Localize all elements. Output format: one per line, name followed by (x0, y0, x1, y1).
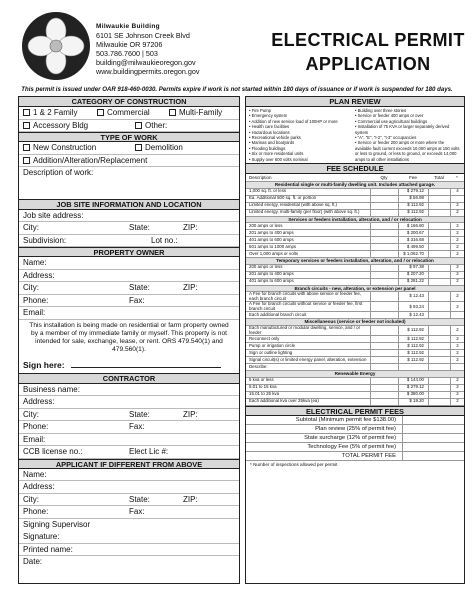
fee-total-input[interactable] (428, 292, 450, 301)
fee-amount: $ 1,062.70 (398, 251, 428, 257)
section-header-property-owner: PROPERTY OWNER (19, 247, 239, 257)
fee-inspections-count: 2 (450, 399, 464, 405)
plan-review-label: Plan review (25% of permit fee) (315, 425, 396, 432)
fee-total-input[interactable] (428, 350, 450, 356)
fee-amount: $ 112.92 (398, 336, 428, 342)
fee-description: Over 1,000 amps or volts (249, 250, 299, 256)
fee-description: Each additional branch circuit (249, 312, 307, 318)
fee-qty-input[interactable] (370, 272, 398, 278)
owner-city-state-zip-row (19, 282, 239, 295)
fee-description: Signal circuit(s) or limited energy panel, alteration, extension (249, 356, 367, 362)
total-permit-fee-label: TOTAL PERMIT FEE (341, 452, 396, 459)
fee-row (246, 357, 464, 364)
fee-section-title: Residential single or multi-family dwelling unit. Includes attached garage. (246, 182, 464, 189)
fee-amount: $ 112.92 (398, 357, 428, 363)
fee-amount: $ 12.43 (398, 312, 428, 318)
fee-total-input[interactable] (428, 364, 450, 370)
fee-total-input[interactable] (428, 230, 450, 236)
fee-inspections-count: 2 (450, 326, 464, 335)
fee-qty-input[interactable] (370, 244, 398, 250)
fee-schedule-table (246, 182, 464, 406)
license-row (19, 446, 239, 459)
checkbox-accessory-bldg[interactable] (19, 120, 123, 132)
fee-total-input[interactable] (428, 385, 450, 391)
fee-inspections-count: 2 (450, 385, 464, 391)
label-1-2-family: 1 & 2 Family (33, 108, 78, 117)
fee-inspections-count: 2 (450, 392, 464, 398)
job-site-address-field[interactable]: Job site address: (19, 210, 239, 223)
fee-inspections-count: 2 (450, 265, 464, 271)
fee-total-input[interactable] (428, 223, 450, 229)
fee-description: 5 kva or less (249, 377, 274, 383)
applicant-phone-fax-row (19, 506, 239, 519)
fee-amount: $ 281.22 (398, 279, 428, 285)
fee-inspections-count: 2 (450, 350, 464, 356)
plan-review-item: • Recreational vehicle parks (249, 135, 355, 140)
expiration-notice: This permit is issued under OAR 918-460-0030. Permits expire if work is not started within 180 days of issuance or if work is suspended for 180 days. (21, 86, 453, 93)
checkbox-new-construction[interactable] (19, 142, 123, 154)
org-website[interactable]: www.buildingpermits.oregon.gov (96, 67, 200, 76)
section-header-category: CATEGORY OF CONSTRUCTION (19, 97, 239, 107)
state-surcharge-value[interactable] (402, 434, 464, 442)
applicant-phone-field[interactable]: Phone: (23, 507, 49, 516)
fee-amount: $ 97.38 (398, 265, 428, 271)
fee-amount: $ 144.00 (398, 378, 428, 384)
fee-amount: $ 380.00 (398, 392, 428, 398)
fee-description: A Fee for branch circuits without service or feeder fee, first branch circuit (249, 301, 363, 311)
fee-qty-input[interactable] (370, 189, 398, 195)
fee-inspections-count: 2 (450, 336, 464, 342)
fee-total-input[interactable] (428, 244, 450, 250)
fee-total-input[interactable] (428, 336, 450, 342)
fee-description: Pump or irrigation circle (249, 342, 296, 348)
state-surcharge-label: State surcharge (12% of permit fee) (304, 434, 396, 441)
fee-qty-input[interactable] (370, 265, 398, 271)
fee-total-input[interactable] (428, 343, 450, 349)
plan-review-item: • Addition of new service load of 100HP or more (249, 119, 355, 124)
fee-inspections-count: 2 (450, 230, 464, 236)
fee-total-input[interactable] (428, 302, 450, 311)
label-multi-family: Multi-Family (179, 108, 223, 117)
plan-review-item: • Building over three stories (355, 108, 461, 113)
fee-amount: $ 279.12 (398, 385, 428, 391)
fee-description: 201 amps to 400 amps (249, 229, 294, 235)
section-header-contractor: CONTRACTOR (19, 374, 239, 384)
org-address-block (96, 22, 199, 76)
plan-review-item: • Marinas and boatyards (249, 140, 355, 145)
section-header-fee-schedule: FEE SCHEDULE (246, 164, 464, 174)
fee-inspections-count: 2 (450, 244, 464, 250)
fee-description: Describe: (249, 363, 268, 369)
owner-phone-field[interactable]: Phone: (23, 295, 49, 305)
job-state-field[interactable]: State: (129, 223, 150, 232)
fee-row (246, 210, 464, 217)
fee-description: A Fee for branch circuits with above service or feeder fee, each branch circuit (249, 291, 362, 301)
fee-total-input[interactable] (428, 326, 450, 335)
plan-review-item: • Commercial use agricultural buildings (355, 119, 461, 124)
checkbox-1-2-family[interactable] (19, 107, 93, 119)
fee-column-headers (246, 174, 464, 182)
section-header-type-of-work: TYPE OF WORK (19, 132, 239, 142)
job-zip-field[interactable]: ZIP: (183, 223, 198, 232)
fee-section-title: Temporary services or feeders installation, alteration, and / or relocation (246, 258, 464, 265)
right-column (245, 96, 465, 584)
fee-inspections-count: 2 (450, 343, 464, 349)
owner-state-field[interactable]: State: (129, 283, 150, 292)
fee-description: 200 amps or less (249, 222, 283, 228)
fee-description: Ea. Additional 500 sq. ft. or portion (249, 195, 317, 201)
fee-row (246, 364, 464, 371)
org-phone: 503.786.7600 | 503 (96, 49, 158, 58)
fee-total-input[interactable] (428, 279, 450, 285)
contractor-fax-field[interactable]: Fax: (129, 422, 145, 431)
printed-name-field[interactable]: Printed name: (19, 544, 239, 557)
fee-inspections-count: 4 (450, 189, 464, 195)
fee-row (246, 302, 464, 312)
checkbox-icon[interactable] (135, 122, 142, 129)
fee-qty-input[interactable] (370, 385, 398, 391)
plan-review-item: • Installation of 75 KVA or larger separately derived system (355, 124, 461, 135)
fee-description: 15.01 to 25 kva (249, 391, 280, 397)
fee-qty-input[interactable] (370, 251, 398, 257)
fee-inspections-count: 2 (450, 223, 464, 229)
plan-review-item: • "A", "E", "I-2", "I-3" occupancies (355, 135, 461, 140)
org-name: Milwaukie Building (96, 23, 160, 30)
col-description: Description (249, 175, 272, 181)
owner-sign-here-field[interactable] (19, 356, 239, 374)
plan-review-item: • Fire Pump (249, 108, 355, 113)
checkbox-icon[interactable] (23, 157, 30, 164)
fee-inspections-count: 2 (450, 272, 464, 278)
fee-total-input[interactable] (428, 272, 450, 278)
plan-review-item: • Service or feeder 400 amps or over (355, 113, 461, 118)
fee-row (246, 237, 464, 244)
checkbox-icon[interactable] (23, 122, 30, 129)
fee-row (246, 279, 464, 286)
owner-city-field[interactable]: City: (23, 283, 39, 292)
checkbox-icon[interactable] (23, 109, 30, 116)
plan-review-list-right (355, 108, 461, 162)
fee-total-input[interactable] (428, 312, 450, 318)
fee-qty-input[interactable] (370, 364, 398, 370)
fee-inspections-count (450, 196, 464, 202)
elect-lic-field[interactable]: Elect Lic #: (129, 447, 169, 456)
owner-phone-fax-row (19, 295, 239, 308)
fee-row (246, 230, 464, 237)
plan-review-list (246, 107, 464, 164)
fee-row (246, 326, 464, 336)
description-blank-area[interactable] (19, 180, 239, 200)
fee-description: 401 amps to 600 amps (249, 278, 294, 284)
fee-inspections-count: 2 (450, 357, 464, 363)
checkbox-commercial[interactable] (93, 107, 165, 119)
contractor-address-field[interactable]: Address: (19, 396, 239, 409)
fee-qty-input[interactable] (370, 210, 398, 216)
applicant-zip-field[interactable]: ZIP: (183, 494, 198, 504)
contractor-state-field[interactable]: State: (129, 409, 150, 419)
total-permit-fee-row (246, 452, 464, 461)
fee-amount: $ 112.92 (398, 203, 428, 209)
fee-description: Each additional kva over 25kva (ea) (249, 398, 319, 404)
fee-section-title: Miscellaneous (service or feeder not included) (246, 319, 464, 326)
fee-row (246, 223, 464, 230)
fee-amount: $ 112.92 (398, 210, 428, 216)
date-field[interactable]: Date: (23, 557, 43, 566)
fee-total-input[interactable] (428, 265, 450, 271)
label-accessory-bldg: Accessory Bldg (33, 120, 89, 130)
applicant-city-state-zip-row (19, 494, 239, 507)
org-email[interactable]: building@milwaukieoregon.gov (96, 58, 196, 67)
address-line-2: Milwaukie OR 97206 (96, 40, 163, 49)
fee-qty-input[interactable] (370, 302, 398, 311)
checkbox-other[interactable] (123, 120, 239, 132)
fee-total-input[interactable] (428, 189, 450, 195)
fee-description: Sign or outline lighting (249, 349, 293, 355)
technology-fee-row (246, 443, 464, 452)
fee-total-input[interactable] (428, 203, 450, 209)
contractor-zip-field[interactable]: ZIP: (183, 409, 198, 419)
applicant-fax-field[interactable]: Fax: (129, 507, 145, 516)
label-demolition: Demolition (145, 143, 183, 152)
fee-total-input[interactable] (428, 399, 450, 405)
fee-amount: $ 279.12 (398, 189, 428, 195)
fee-qty-input[interactable] (370, 378, 398, 384)
plan-review-item: • Supply over 600 volts nominal (249, 157, 355, 162)
fee-amount: $ 499.50 (398, 244, 428, 250)
checkbox-icon[interactable] (135, 144, 142, 151)
inspections-footnote: * Number of inspections allowed per permit (250, 461, 338, 467)
label-other: Other: (145, 120, 168, 130)
fee-inspections-count (450, 364, 464, 370)
fee-inspections-count: 2 (450, 251, 464, 257)
fee-total-input[interactable] (428, 237, 450, 243)
fee-inspections-count: 2 (450, 237, 464, 243)
plan-review-list-left (249, 108, 355, 162)
label-new-construction: New Construction (33, 143, 97, 152)
fee-amount: $ 166.80 (398, 223, 428, 229)
business-name-field[interactable]: Business name: (19, 384, 239, 397)
checkbox-multi-family[interactable] (165, 107, 239, 119)
contractor-city-field[interactable]: City: (23, 409, 39, 419)
fee-inspections-count: 2 (450, 292, 464, 301)
address-line-1: 6101 SE Johnson Creek Blvd (96, 31, 190, 40)
signature-field[interactable]: Signature: (19, 531, 239, 544)
label-commercial: Commercial (107, 108, 150, 117)
title-line-2: APPLICATION (305, 54, 431, 74)
job-city-field[interactable]: City: (23, 223, 39, 232)
plan-review-item: • Flooding buildings (249, 146, 355, 151)
fee-qty-input[interactable] (370, 203, 398, 209)
fee-amount: $ 19.20 (398, 399, 428, 405)
fee-total-input[interactable] (428, 210, 450, 216)
applicant-state-field[interactable]: State: (129, 494, 150, 504)
owner-address-field[interactable]: Address: (19, 270, 239, 283)
fee-qty-input[interactable] (370, 336, 398, 342)
fee-inspections-count: 2 (450, 203, 464, 209)
plan-review-value[interactable] (402, 425, 464, 433)
fee-row (246, 378, 464, 385)
fee-amount: $ 200.67 (398, 230, 428, 236)
dogwood-flower-icon (26, 16, 86, 76)
col-fee: Fee (409, 175, 417, 181)
contractor-email-field[interactable]: Email: (19, 434, 239, 447)
page-header (0, 0, 474, 86)
left-column (18, 96, 240, 584)
fee-inspections-count: 2 (450, 378, 464, 384)
fee-description: 5.01 to 15 kva (249, 384, 277, 390)
fee-amount: $ 112.92 (398, 350, 428, 356)
section-header-applicant: APPLICANT IF DIFFERENT FROM ABOVE (19, 459, 239, 469)
fee-description: 200 amps or less (249, 264, 283, 270)
fee-amount: $ 316.68 (398, 237, 428, 243)
fee-amount (398, 364, 428, 370)
fee-qty-input[interactable] (370, 399, 398, 405)
category-row-1 (19, 107, 239, 120)
fee-row (246, 399, 464, 406)
fee-qty-input[interactable] (370, 292, 398, 301)
applicant-name-field[interactable]: Name: (19, 469, 239, 482)
fee-amount: $ 93.24 (398, 302, 428, 311)
section-header-job-site: JOB SITE INFORMATION AND LOCATION (19, 200, 239, 210)
fee-description: Limited energy, residential (with above sq. ft.) (249, 202, 338, 208)
sign-here-label: Sign here: (23, 359, 65, 370)
title-line-1: ELECTRICAL PERMIT (271, 30, 465, 50)
job-city-state-zip-row (19, 222, 239, 235)
fee-total-input[interactable] (428, 357, 450, 363)
subdivision-field[interactable]: Subdivision: (23, 235, 67, 245)
contractor-city-state-zip-row (19, 409, 239, 422)
fee-description: Each manufactured or modular dwelling, service, and / or feeder (249, 324, 361, 335)
fee-total-input[interactable] (428, 378, 450, 384)
fee-amount: $ 12.43 (398, 292, 428, 301)
lot-number-field[interactable]: Lot no.: (151, 235, 178, 245)
fee-qty-input[interactable] (370, 326, 398, 335)
plan-review-item: • Hazardous locations (249, 130, 355, 135)
fee-description: Limited energy, multi-family (per floor) (with above sq. ft.) (249, 209, 360, 215)
fee-amount: $ 112.92 (398, 326, 428, 335)
plan-review-item: • Six or more residential units (249, 151, 355, 156)
fee-inspections-count: 2 (450, 302, 464, 311)
fee-section-title: Renewable Energy (246, 371, 464, 378)
col-inspections: * (456, 175, 458, 181)
plan-review-item: • Health care facilities (249, 124, 355, 129)
fee-amount: $ 56.98 (398, 196, 428, 202)
fee-qty-input[interactable] (370, 312, 398, 318)
applicant-address-field[interactable]: Address: (19, 481, 239, 494)
label-addition-alteration: Addition/Alteration/Replacement (33, 155, 148, 165)
section-header-permit-fees: ELECTRICAL PERMIT FEES (246, 406, 464, 416)
fee-qty-input[interactable] (370, 357, 398, 363)
fee-description: Reconnect only (249, 335, 280, 341)
description-of-work-field[interactable]: Description of work: (23, 168, 94, 177)
fee-qty-input[interactable] (370, 392, 398, 398)
state-surcharge-row (246, 434, 464, 443)
contractor-phone-field[interactable]: Phone: (23, 422, 49, 431)
checkbox-icon[interactable] (23, 144, 30, 151)
fee-row (246, 312, 464, 319)
owner-name-field[interactable]: Name: (19, 257, 239, 270)
fee-qty-input[interactable] (370, 279, 398, 285)
fee-qty-input[interactable] (370, 237, 398, 243)
owner-statement-text: This installation is being made on residential or farm property owned by a member of my immediate family or myself. This property is not intended for sale, exchange, lease, or rent. ORS 479.540(1) and 479.560(1). (29, 321, 229, 353)
fee-total-input[interactable] (428, 392, 450, 398)
subdivision-lot-row (19, 235, 239, 248)
fee-inspections-count: 2 (450, 279, 464, 285)
subtotal-label: Subtotal (Minimum permit fee $138.00) (295, 416, 396, 423)
applicant-city-field[interactable]: City: (23, 494, 39, 504)
owner-fax-field[interactable]: Fax: (129, 295, 145, 305)
category-row-2 (19, 120, 239, 133)
fee-qty-input[interactable] (370, 343, 398, 349)
fee-inspections-count (450, 312, 464, 318)
page-title (268, 28, 468, 76)
section-header-plan-review: PLAN REVIEW (246, 97, 464, 107)
fee-description: 201 amps to 400 amps (249, 271, 294, 277)
checkbox-icon[interactable] (169, 109, 176, 116)
fee-qty-input[interactable] (370, 196, 398, 202)
checkbox-addition-alteration[interactable] (19, 155, 239, 168)
subtotal-row (246, 416, 464, 425)
fee-section-title: Services or feeders installation, alteration, and / or relocation (246, 217, 464, 224)
fee-row (246, 244, 464, 251)
fee-qty-input[interactable] (370, 230, 398, 236)
fee-total-input[interactable] (428, 196, 450, 202)
signature-line[interactable] (71, 367, 221, 368)
fee-total-input[interactable] (428, 251, 450, 257)
signing-supervisor-label: Signing Supervisor (23, 519, 91, 529)
fee-amount: $ 207.20 (398, 272, 428, 278)
owner-zip-field[interactable]: ZIP: (183, 283, 198, 292)
plan-review-item: • Service or feeder 200 amps or more where the available fault current exceeds 10,000 amps at 150 volts or less to ground, or less to ground, or exceeds 14,000 amps to all other installations (355, 140, 461, 162)
work-row-1 (19, 142, 239, 155)
fee-qty-input[interactable] (370, 350, 398, 356)
col-total: Total (434, 175, 444, 181)
checkbox-demolition[interactable] (123, 142, 239, 154)
technology-fee-value[interactable] (402, 443, 464, 451)
fee-description: 401 amps to 600 amps (249, 236, 294, 242)
ccb-license-field[interactable]: CCB license no.: (23, 447, 83, 456)
owner-email-field[interactable]: Email: (19, 307, 239, 320)
fee-row (246, 251, 464, 258)
subtotal-value[interactable] (402, 416, 464, 424)
col-qty: Qty (380, 175, 388, 181)
technology-fee-label: Technology Fee (5% of permit fee) (307, 443, 396, 450)
fee-description: 601 amps to 1000 amps (249, 243, 297, 249)
total-permit-fee-value[interactable] (402, 452, 464, 460)
checkbox-icon[interactable] (97, 109, 104, 116)
fee-inspections-count: 2 (450, 210, 464, 216)
plan-review-row (246, 425, 464, 434)
fee-description: 1,000 sq. ft. or less (249, 188, 287, 194)
contractor-phone-fax-row (19, 421, 239, 434)
fee-amount: $ 112.92 (398, 343, 428, 349)
fee-section-title: Branch circuits - new, alteration, or extension per panel (246, 286, 464, 293)
fee-qty-input[interactable] (370, 223, 398, 229)
city-logo (22, 12, 90, 80)
plan-review-item: • Emergency system (249, 113, 355, 118)
